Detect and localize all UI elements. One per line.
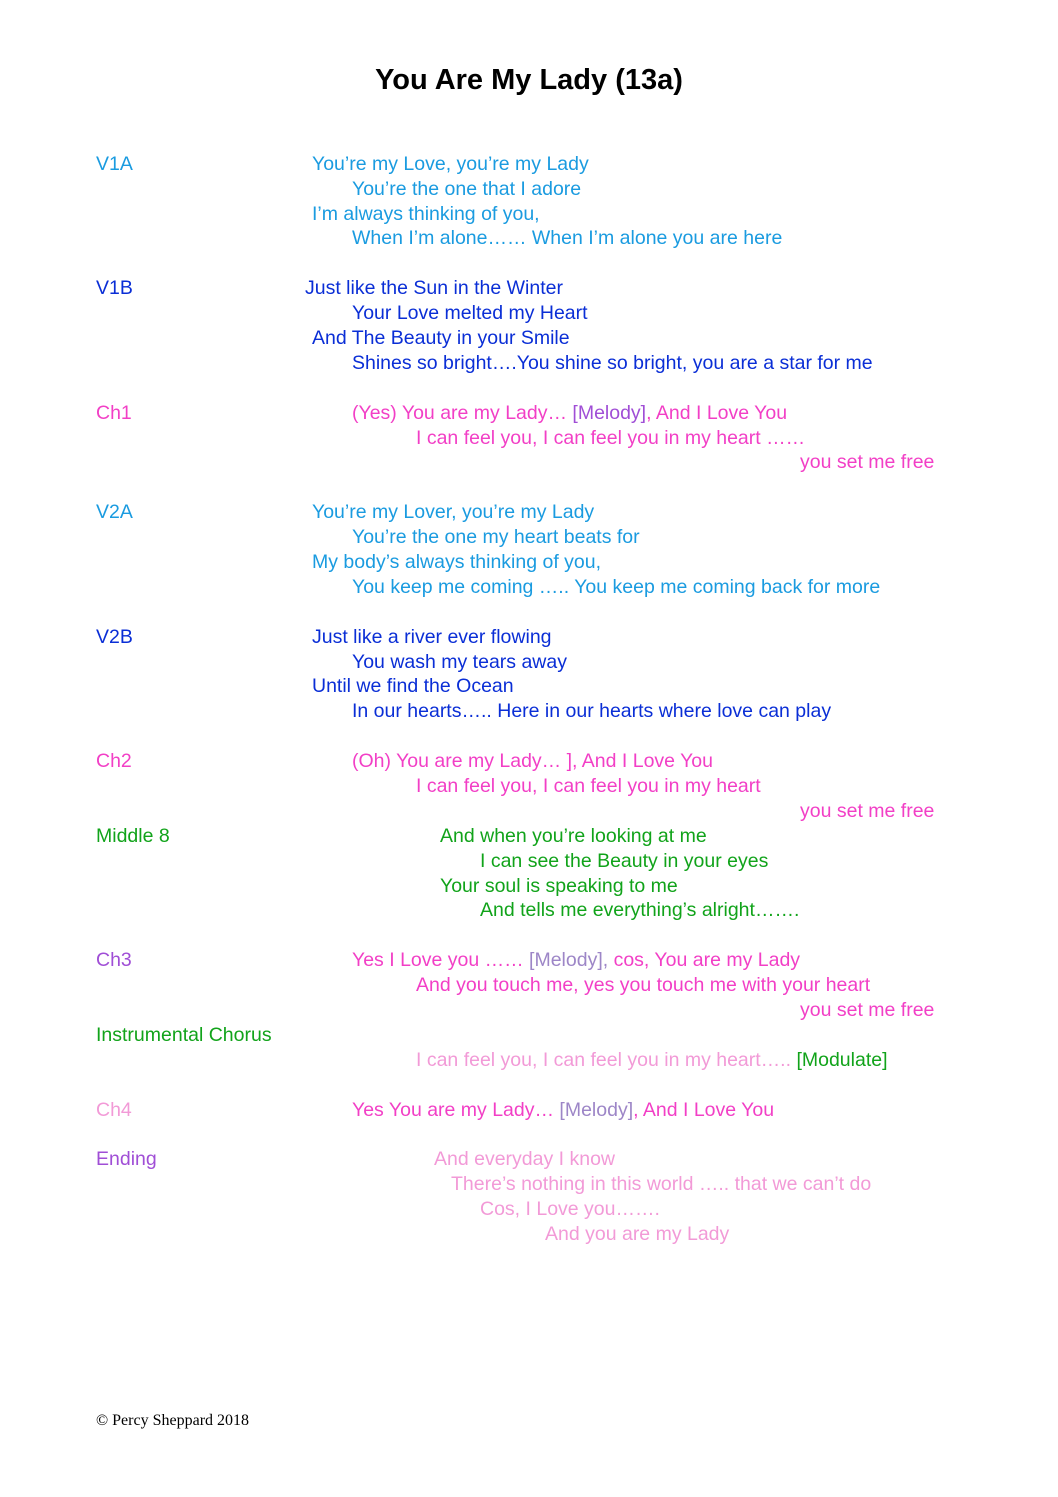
lyric-text: , And I Love You [633, 1099, 775, 1121]
melody-cue: [Melody] [572, 402, 647, 424]
section-label-middle8: Middle 8 [96, 825, 170, 847]
lyric-line: You’re the one my heart beats for [352, 526, 640, 548]
lyric-line: And when you’re looking at me [440, 825, 707, 847]
lyric-line: I can feel you, I can feel you in my heart …… [416, 427, 806, 449]
lyric-line: you set me free [800, 800, 935, 822]
lyric-line: Just like a river ever flowing [312, 626, 552, 648]
lyric-line: You’re my Lover, you’re my Lady [312, 501, 595, 523]
melody-cue: [Melody] [559, 1099, 634, 1121]
lyric-line: And you are my Lady [545, 1223, 730, 1245]
lyric-line: you set me free [800, 451, 935, 473]
section-label-v1b: V1B [96, 277, 133, 299]
lyric-text: , And I Love You [646, 402, 788, 424]
lyric-line: There’s nothing in this world ….. that we can’t do [451, 1173, 872, 1195]
melody-cue: [Melody], [529, 949, 609, 971]
lyric-line: You’re the one that I adore [352, 178, 582, 200]
lyric-line: Shines so bright….You shine so bright, you are a star for me [352, 352, 873, 374]
lyric-line: And tells me everything’s alright……. [480, 899, 800, 921]
lyric-text: (Yes) You are my Lady… [352, 402, 573, 424]
lyric-line: You keep me coming ….. You keep me coming back for more [352, 576, 881, 598]
lyric-line: My body’s always thinking of you, [312, 551, 602, 573]
lyric-line [352, 948, 800, 973]
section-label-ch4: Ch4 [96, 1099, 132, 1121]
lyric-line: And The Beauty in your Smile [312, 327, 570, 349]
lyric-line [416, 1048, 888, 1073]
lyric-line: And you touch me, yes you touch me with your heart [416, 974, 871, 996]
lyric-text: I can feel you, I can feel you in my heart….. [416, 1049, 797, 1071]
copyright: © Percy Sheppard 2018 [96, 1412, 250, 1429]
lyric-line: Your Love melted my Heart [352, 302, 588, 324]
lyric-text: cos, You are my Lady [608, 949, 801, 971]
lyric-text: Yes I Love you …… [352, 949, 530, 971]
lyric-line: Your soul is speaking to me [440, 875, 678, 897]
lyric-line [352, 401, 787, 426]
lyric-line: you set me free [800, 999, 935, 1021]
lyric-line: When I’m alone…… When I’m alone you are here [352, 227, 783, 249]
lyric-line: I’m always thinking of you, [312, 203, 540, 225]
section-label-ch1: Ch1 [96, 402, 132, 424]
page-title: You Are My Lady (13a) [375, 64, 683, 96]
section-label-instrumental: Instrumental Chorus [96, 1024, 272, 1046]
section-label-v2b: V2B [96, 626, 133, 648]
lyric-line: I can see the Beauty in your eyes [480, 850, 769, 872]
lyric-line [352, 1098, 774, 1123]
modulate-cue: [Modulate] [796, 1049, 888, 1071]
section-label-v2a: V2A [96, 501, 133, 523]
section-label-ending: Ending [96, 1148, 157, 1170]
lyric-line: Until we find the Ocean [312, 675, 514, 697]
lyric-line: I can feel you, I can feel you in my heart [416, 775, 761, 797]
section-label-ch2: Ch2 [96, 750, 132, 772]
lyric-line: In our hearts….. Here in our hearts where love can play [352, 700, 832, 722]
lyric-text: Yes You are my Lady… [352, 1099, 560, 1121]
lyric-line: And everyday I know [434, 1148, 616, 1170]
lyric-line: You wash my tears away [352, 651, 567, 673]
section-label-v1a: V1A [96, 153, 133, 175]
section-label-ch3: Ch3 [96, 949, 132, 971]
lyric-line: Cos, I Love you……. [480, 1198, 660, 1220]
lyric-line: (Oh) You are my Lady… ], And I Love You [352, 750, 713, 772]
lyric-line: You’re my Love, you’re my Lady [312, 153, 589, 175]
lyric-line: Just like the Sun in the Winter [305, 277, 563, 299]
